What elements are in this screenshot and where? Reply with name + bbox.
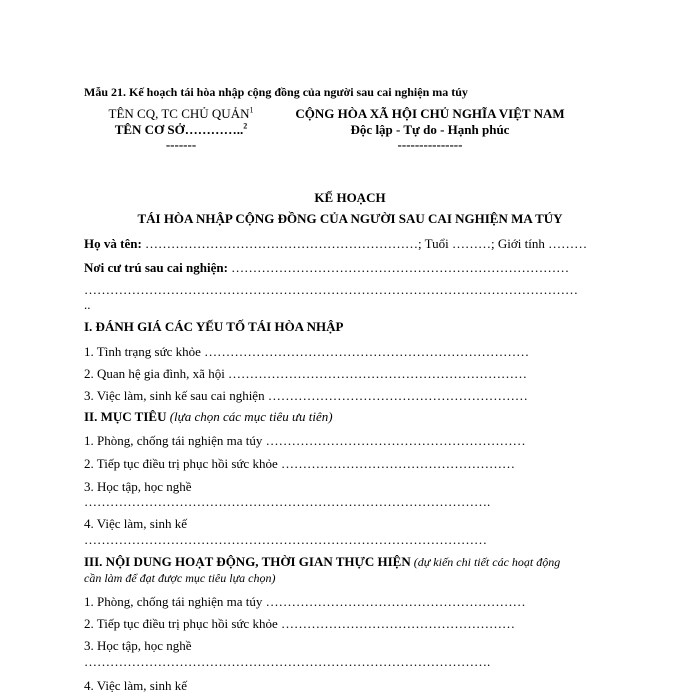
agency-name-text: TÊN CQ, TC CHỦ QUẢN xyxy=(108,106,250,121)
section-3-heading: III. NỘI DUNG HOẠT ĐỘNG, THỜI GIAN THỰC HIỆN xyxy=(84,554,411,569)
section-3-item: 2. Tiếp tục điều trị phục hồi sức khỏe ……………………………………………… xyxy=(84,616,515,631)
country-name: CỘNG HÒA XÃ HỘI CHỦ NGHĨA VIỆT NAM xyxy=(295,106,565,121)
section-2-item: 1. Phòng, chống tái nghiện ma túy …………………………………………………… xyxy=(84,433,526,448)
name-fill-line: ………………………………………………………; Tuổi ………; Giới tính ……… xyxy=(141,236,588,251)
section-1-heading: I. ĐÁNH GIÁ CÁC YẾU TỐ TÁI HÒA NHẬP xyxy=(84,319,344,334)
section-3-note: (dự kiến chi tiết các hoạt động xyxy=(410,555,561,569)
section-1-item: 2. Quan hệ gia đình, xã hội …………………………………………………………… xyxy=(84,366,528,381)
name-label: Họ và tên: xyxy=(84,236,142,251)
section-1-item: 1. Tình trạng sức khỏe ………………………………………………………………… xyxy=(84,344,530,359)
name-row xyxy=(84,236,587,252)
facility-name xyxy=(96,122,266,138)
section-3-item: 1. Phòng, chống tái nghiện ma túy …………………………………………………… xyxy=(84,594,526,609)
section-3-heading-row xyxy=(84,554,560,570)
form-title: Mẫu 21. Kế hoạch tái hòa nhập cộng đồng của người sau cai nghiện ma túy xyxy=(84,85,468,99)
section-1-item: 3. Việc làm, sinh kế sau cai nghiện …………………………………………………… xyxy=(84,388,528,403)
facility-name-text: TÊN CƠ SỞ………….. xyxy=(114,122,244,137)
residence-label: Nơi cư trú sau cai nghiện: xyxy=(84,260,228,275)
footnote-ref-1: 1 xyxy=(249,105,254,115)
residence-fill-line-3: .. xyxy=(84,297,91,312)
section-2-item: 4. Việc làm, sinh kế xyxy=(84,516,187,531)
residence-fill-line-2: …………………………………………………………………………………………………… xyxy=(84,282,578,297)
section-3-fill-line: …………………………………………………………………………………. xyxy=(84,654,491,669)
agency-name xyxy=(96,106,266,122)
section-2-item: 2. Tiếp tục điều trị phục hồi sức khỏe ……………………………………………… xyxy=(84,456,515,471)
section-3-item: 4. Việc làm, sinh kế xyxy=(84,678,187,693)
residence-fill-line: …………………………………………………………………… xyxy=(227,260,570,275)
residence-row xyxy=(84,260,569,276)
section-3-item: 3. Học tập, học nghề xyxy=(84,638,192,653)
right-rule: --------------- xyxy=(397,137,463,152)
section-2-heading: II. MỤC TIÊU xyxy=(84,409,167,424)
section-2-heading-row xyxy=(84,409,333,425)
motto: Độc lập - Tự do - Hạnh phúc xyxy=(350,122,510,137)
section-2-fill-line: ………………………………………………………………………………… xyxy=(84,532,487,547)
document-title: KẾ HOẠCH xyxy=(314,190,386,205)
footnote-ref-2: 2 xyxy=(243,121,248,131)
section-3-note-cont: cần làm để đạt được mục tiêu lựa chọn) xyxy=(84,571,276,585)
left-rule: ------- xyxy=(165,137,197,152)
section-2-item: 3. Học tập, học nghề xyxy=(84,479,192,494)
section-2-fill-line: …………………………………………………………………………………. xyxy=(84,494,491,509)
section-2-note: (lựa chọn các mục tiêu ưu tiên) xyxy=(166,409,333,424)
document-subtitle: TÁI HÒA NHẬP CỘNG ĐỒNG CỦA NGƯỜI SAU CAI NGHIỆN MA TÚY xyxy=(137,211,563,226)
